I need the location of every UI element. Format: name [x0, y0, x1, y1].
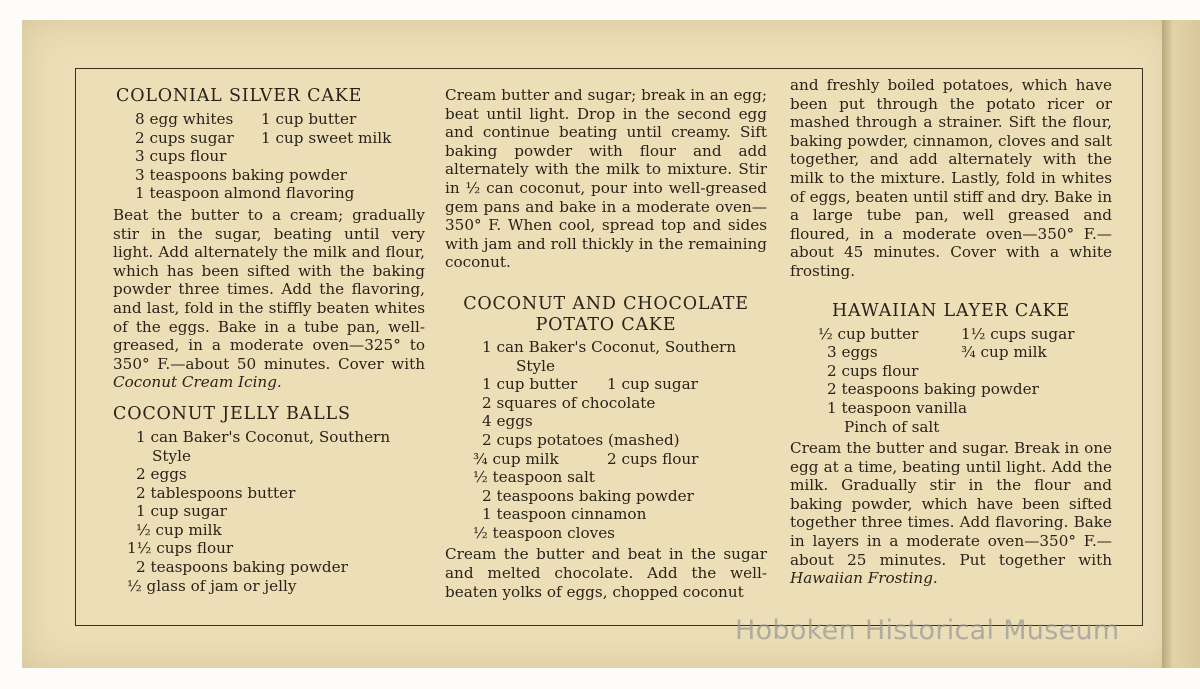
jelly-balls-ingredients [113, 428, 425, 595]
ingredient: 3 cups flour [135, 147, 227, 166]
ingredient: 1 cup sugar [136, 502, 227, 521]
method-text: Beat the butter to a cream; gradually stir in the sugar, beating until very light. Add alternately the milk and flour, which has been sifted with the baking powder three times. Add the flavoring, and last, fold in the stiffly beaten whites of the eggs. Bake in a tube pan, well-greased, in a moderate oven—325° to 350° F.—about 50 minutes. Cover with [113, 205, 425, 373]
ingredient: 2 teaspoons baking powder [827, 380, 1039, 399]
ingredient: 2 teaspoons baking powder [136, 558, 348, 577]
colonial-title: COLONIAL SILVER CAKE [116, 86, 363, 106]
ingredient: 2 cups flour [827, 361, 919, 380]
potato-ingredients [445, 338, 767, 543]
ingredient: 1½ cups sugar [961, 324, 1075, 343]
ingredient: ½ teaspoon salt [473, 468, 595, 487]
column-left [113, 86, 425, 595]
ingredient: 1 can Baker's Coconut, Southern [136, 427, 391, 446]
hawaiian-method [790, 439, 1112, 588]
method-italic: Hawaiian Frosting. [790, 569, 938, 588]
ingredient: 2 eggs [136, 465, 187, 484]
method-text: Cream the butter and sugar. Break in one egg at a time, beating until light. Add the milk. Gradually stir in the flour and baking powder, which have been sifted together three times. Add flavoring. Bake in layers in a moderate oven—350° F.—about 25 minutes. Put together with [790, 439, 1112, 569]
jelly-balls-method: Cream butter and sugar; break in an egg; beat until light. Drop in the second egg and continue beating until creamy. Sift baking powder with flour and add alternately with the milk to mixture. Stir in ½ can coconut, pour into well-greased gem pans and bake in a moderate oven—350° F. When cool, spread top and sides with jam and roll thickly in the remaining coconut. [445, 86, 767, 272]
ingredient-pair [135, 110, 425, 129]
ingredient: 1 cup sweet milk [261, 128, 392, 147]
ingredient: 4 eggs [482, 412, 533, 431]
ingredient: 2 cups flour [607, 449, 699, 468]
ingredient: 2 squares of chocolate [482, 393, 656, 412]
ingredient: ½ cup butter [818, 324, 919, 343]
ingredient: ½ glass of jam or jelly [127, 576, 297, 595]
ingredient: ¾ cup milk [961, 343, 1047, 362]
ingredient: 3 teaspoons baking powder [135, 165, 347, 184]
ingredient: ½ teaspoon cloves [473, 523, 615, 542]
ingredient: ½ cup milk [136, 520, 222, 539]
ingredient-pair [482, 375, 767, 394]
page-edge [1162, 20, 1200, 668]
ingredient: Style [516, 356, 555, 375]
ingredient: 8 egg whites [135, 110, 234, 128]
ingredient: 1½ cups flour [127, 539, 234, 558]
ingredient: 2 cups sugar [135, 128, 234, 147]
potato-method-continued: and freshly boiled potatoes, which have been put through the potato ricer or mashed through a strainer. Sift the flour, baking powder, cinnamon, cloves and salt together, and add alternately with the milk to the mixture. Lastly, fold in whites of eggs, beaten until stiff and dry. Bake in a large tube pan, well greased and floured, in a moderate oven—350° F.—about 45 minutes. Cover with a white frosting. [790, 76, 1112, 280]
column-right [790, 76, 1112, 588]
ingredient-pair [473, 450, 767, 469]
ingredient: 1 cup butter [482, 375, 578, 394]
potato-title-line2: POTATO CAKE [535, 314, 677, 335]
potato-title-line1: COCONUT AND CHOCOLATE [463, 293, 749, 314]
museum-watermark: Hoboken Historical Museum [735, 615, 1120, 646]
ingredient: 2 tablespoons butter [136, 483, 296, 502]
ingredient: ¾ cup milk [473, 449, 559, 468]
ingredient-pair [818, 343, 1112, 362]
ingredient: 1 teaspoon almond flavoring [135, 184, 355, 203]
ingredient: 3 eggs [827, 343, 878, 362]
column-middle [445, 86, 767, 601]
ingredient-pair [818, 325, 1112, 344]
ingredient: 1 can Baker's Coconut, Southern [482, 337, 737, 356]
potato-method-start: Cream the butter and beat in the sugar and melted chocolate. Add the well-beaten yolks of eggs, chopped coconut [445, 545, 767, 601]
ingredient: 1 teaspoon cinnamon [482, 505, 647, 524]
colonial-ingredients [113, 110, 425, 203]
ingredient-pair [135, 129, 425, 148]
jelly-balls-title: COCONUT JELLY BALLS [113, 403, 351, 424]
hawaiian-ingredients [790, 325, 1112, 437]
ingredient: Pinch of salt [844, 417, 940, 436]
ingredient: 1 cup butter [261, 110, 357, 128]
method-italic: Coconut Cream Icing. [113, 373, 282, 392]
ingredient: 2 teaspoons baking powder [482, 486, 694, 505]
ingredient: 2 cups potatoes (mashed) [482, 430, 680, 449]
ingredient: Style [152, 446, 191, 465]
hawaiian-title: HAWAIIAN LAYER CAKE [832, 300, 1070, 321]
colonial-method [113, 206, 425, 392]
ingredient: 1 cup sugar [607, 375, 698, 394]
ingredient: 1 teaspoon vanilla [827, 398, 968, 417]
